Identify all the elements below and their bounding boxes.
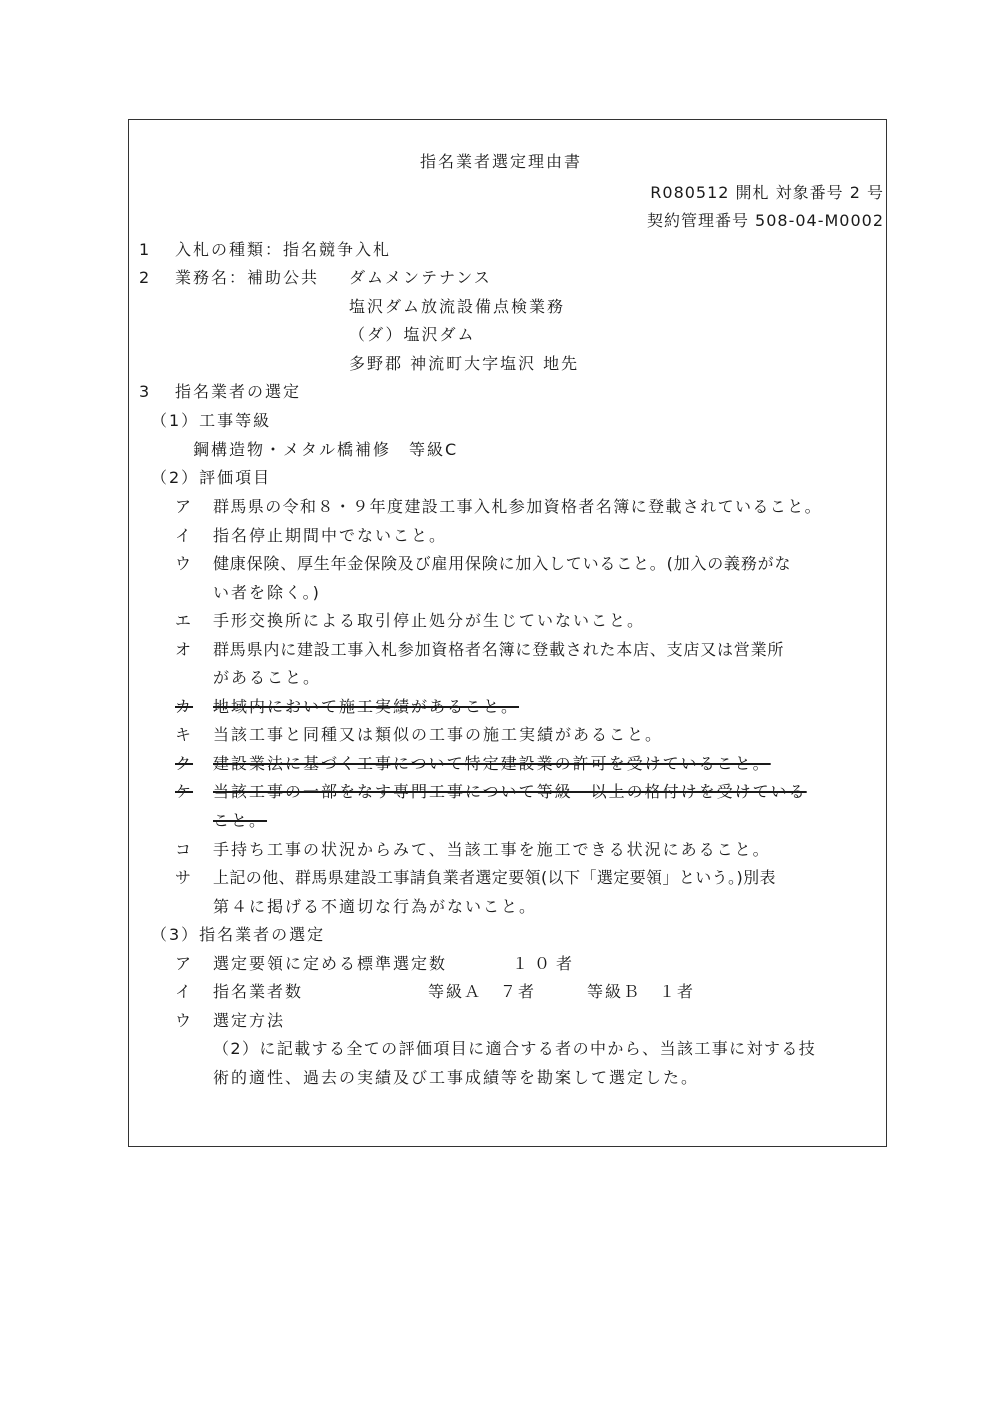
business-name-line: （ダ）塩沢ダム — [349, 325, 476, 344]
item-text-struck: 当該工事の一部をなす専門工事について等級 以上の格付けを受けている — [213, 782, 807, 801]
item-text: 第４に掲げる不適切な行為がないこと。 — [213, 897, 538, 916]
selection-method-text: （2）に記載する全ての評価項目に適合する者の中から、当該工事に対する技 — [213, 1039, 817, 1058]
document-title: 指名業者選定理由書 — [420, 152, 583, 171]
selection-method-label: 選定方法 — [213, 1011, 286, 1030]
subsection1-title: （1）工事等級 — [151, 411, 272, 430]
standard-count-value: １０者 — [512, 954, 579, 973]
item-text: 手持ち工事の状況からみて、当該工事を施工できる状況にあること。 — [213, 840, 771, 859]
item-mark: ウ — [175, 554, 194, 573]
item-mark: ウ — [175, 1011, 194, 1030]
item-mark: ア — [175, 497, 194, 516]
item-text: 群馬県内に建設工事入札参加資格者名簿に登載された本店、支店又は営業所 — [213, 640, 785, 659]
business-name-line: ダムメンテナンス — [349, 268, 492, 287]
grade-a-count: 等級Ａ ７者 — [428, 982, 537, 1001]
section2-number: 2 — [139, 268, 152, 287]
item-mark: キ — [175, 725, 194, 744]
item-text-struck: こと。 — [213, 811, 268, 830]
item-mark-struck: ク — [175, 754, 194, 773]
item-text-struck: 建設業法に基づく工事について特定建設業の許可を受けていること。 — [213, 754, 771, 773]
grade-b-count: 等級Ｂ １者 — [587, 982, 696, 1001]
item-text: 上記の他、群馬県建設工事請負業者選定要領(以下「選定要領」という。)別表 — [213, 868, 776, 887]
item-text: 健康保険、厚生年金保険及び雇用保険に加入していること。(加入の義務がな — [213, 554, 792, 573]
business-location-line: 多野郡 神流町大字塩沢 地先 — [349, 354, 580, 373]
item-mark: エ — [175, 611, 194, 630]
item-mark: イ — [175, 526, 194, 545]
item-mark-struck: ケ — [175, 782, 194, 801]
item-text-struck: 地域内において施工実績があること。 — [213, 697, 520, 716]
section2-label: 業務名：補助公共 — [175, 268, 320, 287]
tender-line: R080512 開札 対象番号 2 号 — [650, 183, 884, 202]
section3-title: 指名業者の選定 — [175, 382, 302, 401]
item-mark: ア — [175, 954, 194, 973]
work-grade: 鋼構造物・メタル橋補修 等級C — [193, 440, 459, 459]
item-mark: オ — [175, 640, 194, 659]
item-mark: イ — [175, 982, 194, 1001]
business-name-line: 塩沢ダム放流設備点検業務 — [349, 297, 566, 316]
selection-method-text: 術的適性、過去の実績及び工事成績等を勘案して選定した。 — [213, 1068, 700, 1087]
subsection3-title: （3）指名業者の選定 — [151, 925, 326, 944]
subsection2-title: （2）評価項目 — [151, 468, 272, 487]
item-mark: コ — [175, 840, 194, 859]
item-text: があること。 — [213, 668, 322, 687]
item-text: 当該工事と同種又は類似の工事の施工実績があること。 — [213, 725, 664, 744]
item-text: 群馬県の令和８・９年度建設工事入札参加資格者名簿に登載されていること。 — [213, 497, 823, 516]
item-mark: サ — [175, 868, 194, 887]
contract-number: 契約管理番号 508-04-M0002 — [646, 211, 884, 230]
item-text: い者を除く。) — [213, 583, 321, 602]
item-text: 手形交換所による取引停止処分が生じていないこと。 — [213, 611, 646, 630]
section1-number: 1 — [139, 240, 152, 259]
section3-number: 3 — [139, 382, 152, 401]
item-text: 指名停止期間中でないこと。 — [213, 526, 448, 545]
nominated-count-label: 指名業者数 — [213, 982, 304, 1001]
item-mark-struck: カ — [175, 697, 194, 716]
standard-count-label: 選定要領に定める標準選定数 — [213, 954, 448, 973]
section1-text: 入札の種類：指名競争入札 — [175, 240, 392, 259]
